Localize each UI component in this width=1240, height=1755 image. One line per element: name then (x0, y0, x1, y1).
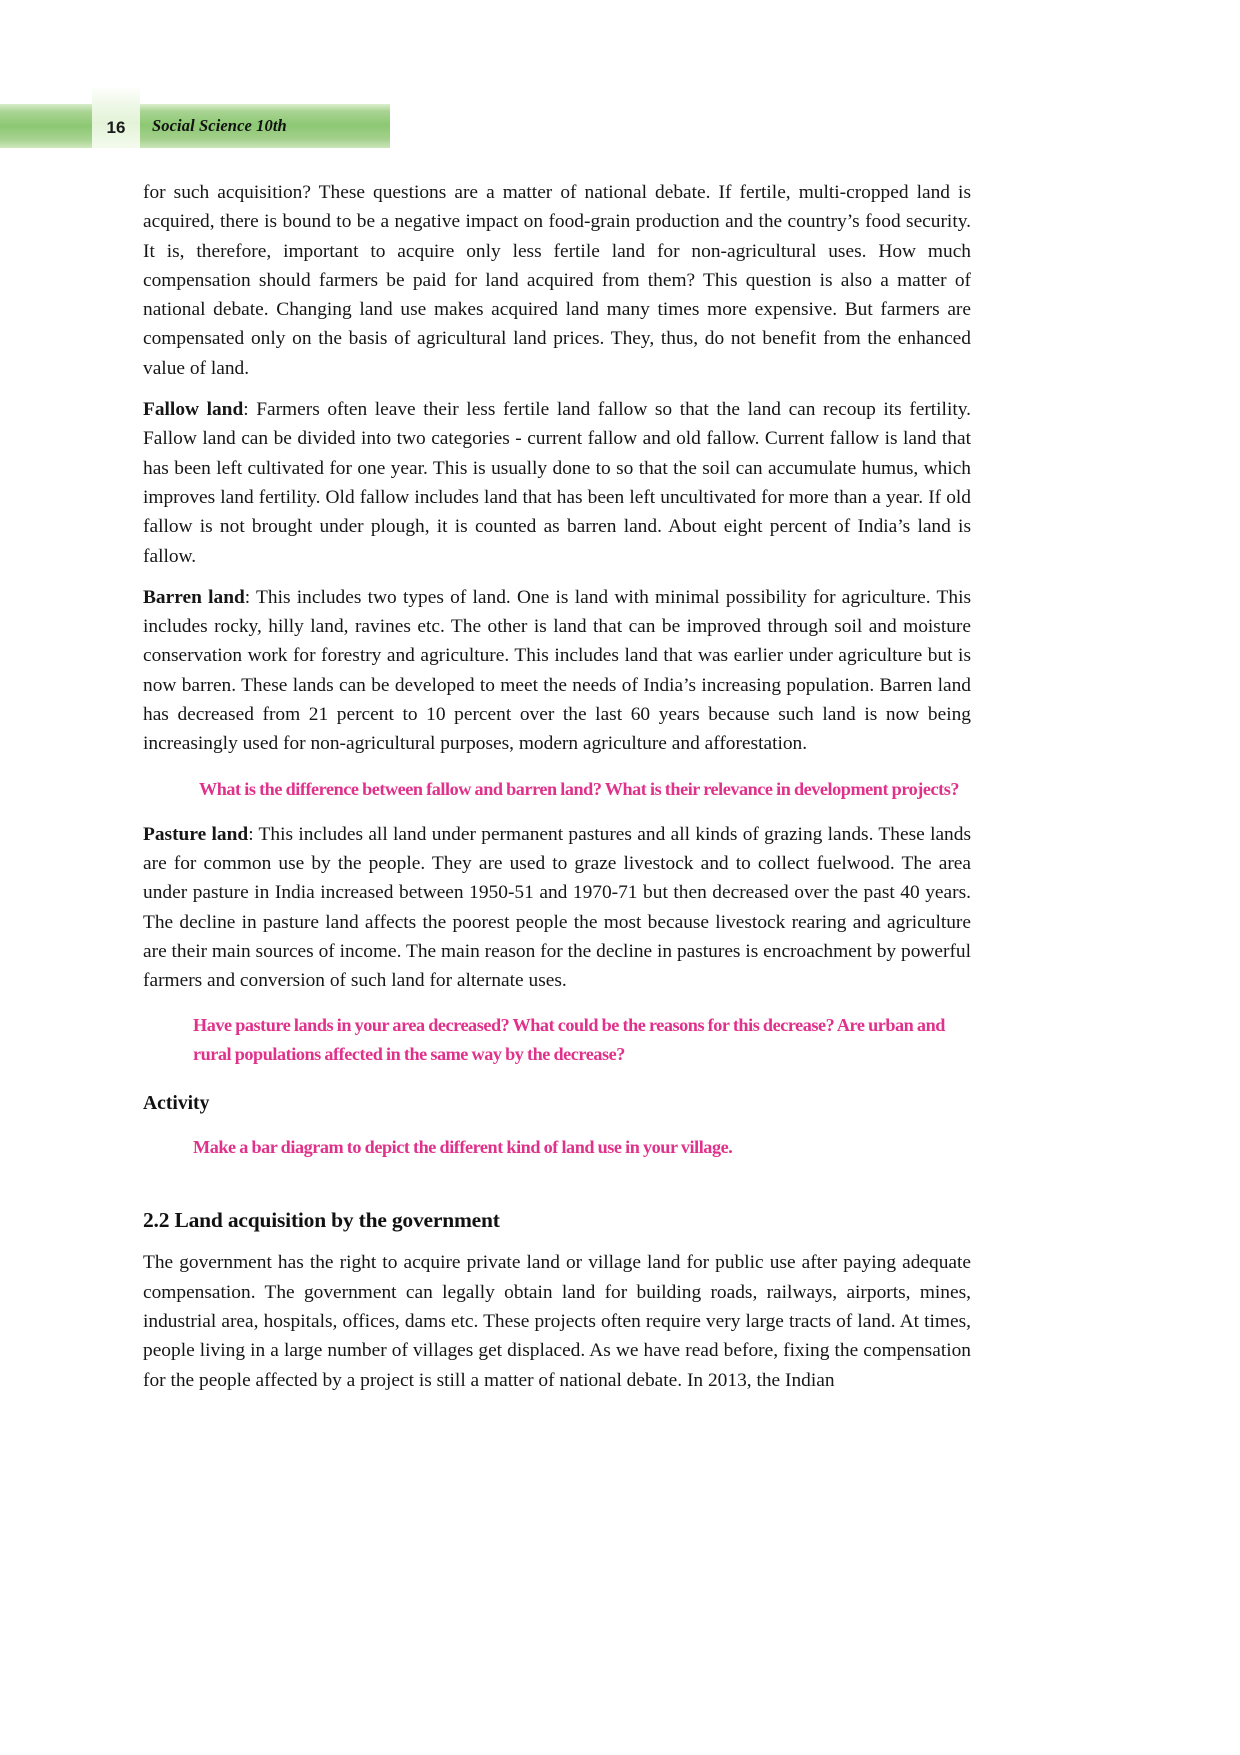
term-fallow-land-text: : Farmers often leave their less fertile land fallow so that the land can recoup its fertility. Fallow land can be divided into two categories - current fallow and old fallow. Current fallow is land that has been left cultivated for one year. This is usually done to so that the soil can accumulate humus, which improves land fertility. Old fallow includes land that has been left uncultivated for more than a year. If old fallow is not brought under plough, it is counted as barren land. About eight percent of India’s land is fallow. (143, 399, 972, 567)
term-pasture-land-text: : This includes all land under permanent pastures and all kinds of grazing lands. These lands are for common use by the people. They are used to graze livestock and to collect fuelwood. The area under pasture in India increased between 1950-51 and 1970-71 but then decreased over the past 40 years. The decline in pasture land affects the poorest people the most because livestock rearing and agriculture are their main sources of income. The main reason for the decline in pastures is encroachment by powerful farmers and conversion of such land for alternate uses. (143, 823, 971, 992)
term-barren-land: Barren land (143, 586, 245, 608)
page-number: 16 (106, 117, 126, 137)
page-content (143, 178, 971, 1395)
term-pasture-land: Pasture land (143, 823, 249, 845)
paragraph-land-acquisition: The government has the right to acquire private land or village land for public use after paying adequate compensation. The government can legally obtain land for building roads, railways, airports, mines, industrial area, hospitals, offices, dams etc. These projects often require very large tracts of land. At times, people living in a large number of villages get displaced. As we have read before, fixing the compensation for the people affected by a project is still a matter of national debate. In 2013, the Indian (143, 1252, 971, 1391)
term-barren-land-text: : This includes two types of land. One is land with minimal possibility for agriculture. This includes rocky, hilly land, ravines etc. The other is land that can be improved through soil and moisture conservation work for forestry and agriculture. This includes land that was earlier under agriculture but is now barren. These lands can be developed to meet the needs of India’s increasing population. Barren land has decreased from 21 percent to 10 percent over the last 60 years because such land is now being increasingly used for non-agricultural purposes, modern agriculture and afforestation. (143, 586, 971, 755)
prompt-activity-task: Make a bar diagram to depict the different kind of land use in your village. (193, 1137, 733, 1158)
section-heading-2-2: 2.2 Land acquisition by the government (143, 1208, 500, 1233)
running-header (0, 104, 390, 148)
page-number-tab (92, 86, 140, 148)
header-band-left-segment (0, 104, 92, 148)
paragraph-barren-land (143, 583, 971, 759)
prompt-question-1: What is the difference between fallow and barren land? What is their relevance in development projects? (199, 778, 959, 799)
header-band-right-segment (140, 104, 390, 148)
paragraph-pasture-land (143, 820, 971, 996)
paragraph-fallow-land (143, 395, 971, 571)
book-title: Social Science 10th (152, 116, 287, 135)
activity-heading: Activity (143, 1093, 210, 1115)
term-fallow-land: Fallow land (143, 399, 244, 421)
paragraph-continuation: for such acquisition? These questions are a matter of national debate. If fertile, multi-cropped land is acquired, there is bound to be a negative impact on food-grain production and the country’s food security. It is, therefore, important to acquire only less fertile land for non-agricultural uses. How much compensation should farmers be paid for land acquired from them? This question is also a matter of national debate. Changing land use makes acquired land many times more expensive. But farmers are compensated only on the basis of agricultural land prices. They, thus, do not benefit from the enhanced value of land. (143, 182, 971, 379)
prompt-question-2: Have pasture lands in your area decreased? What could be the reasons for this decrease? Are urban and rural populations affected in the same way by the decrease? (193, 1015, 945, 1065)
